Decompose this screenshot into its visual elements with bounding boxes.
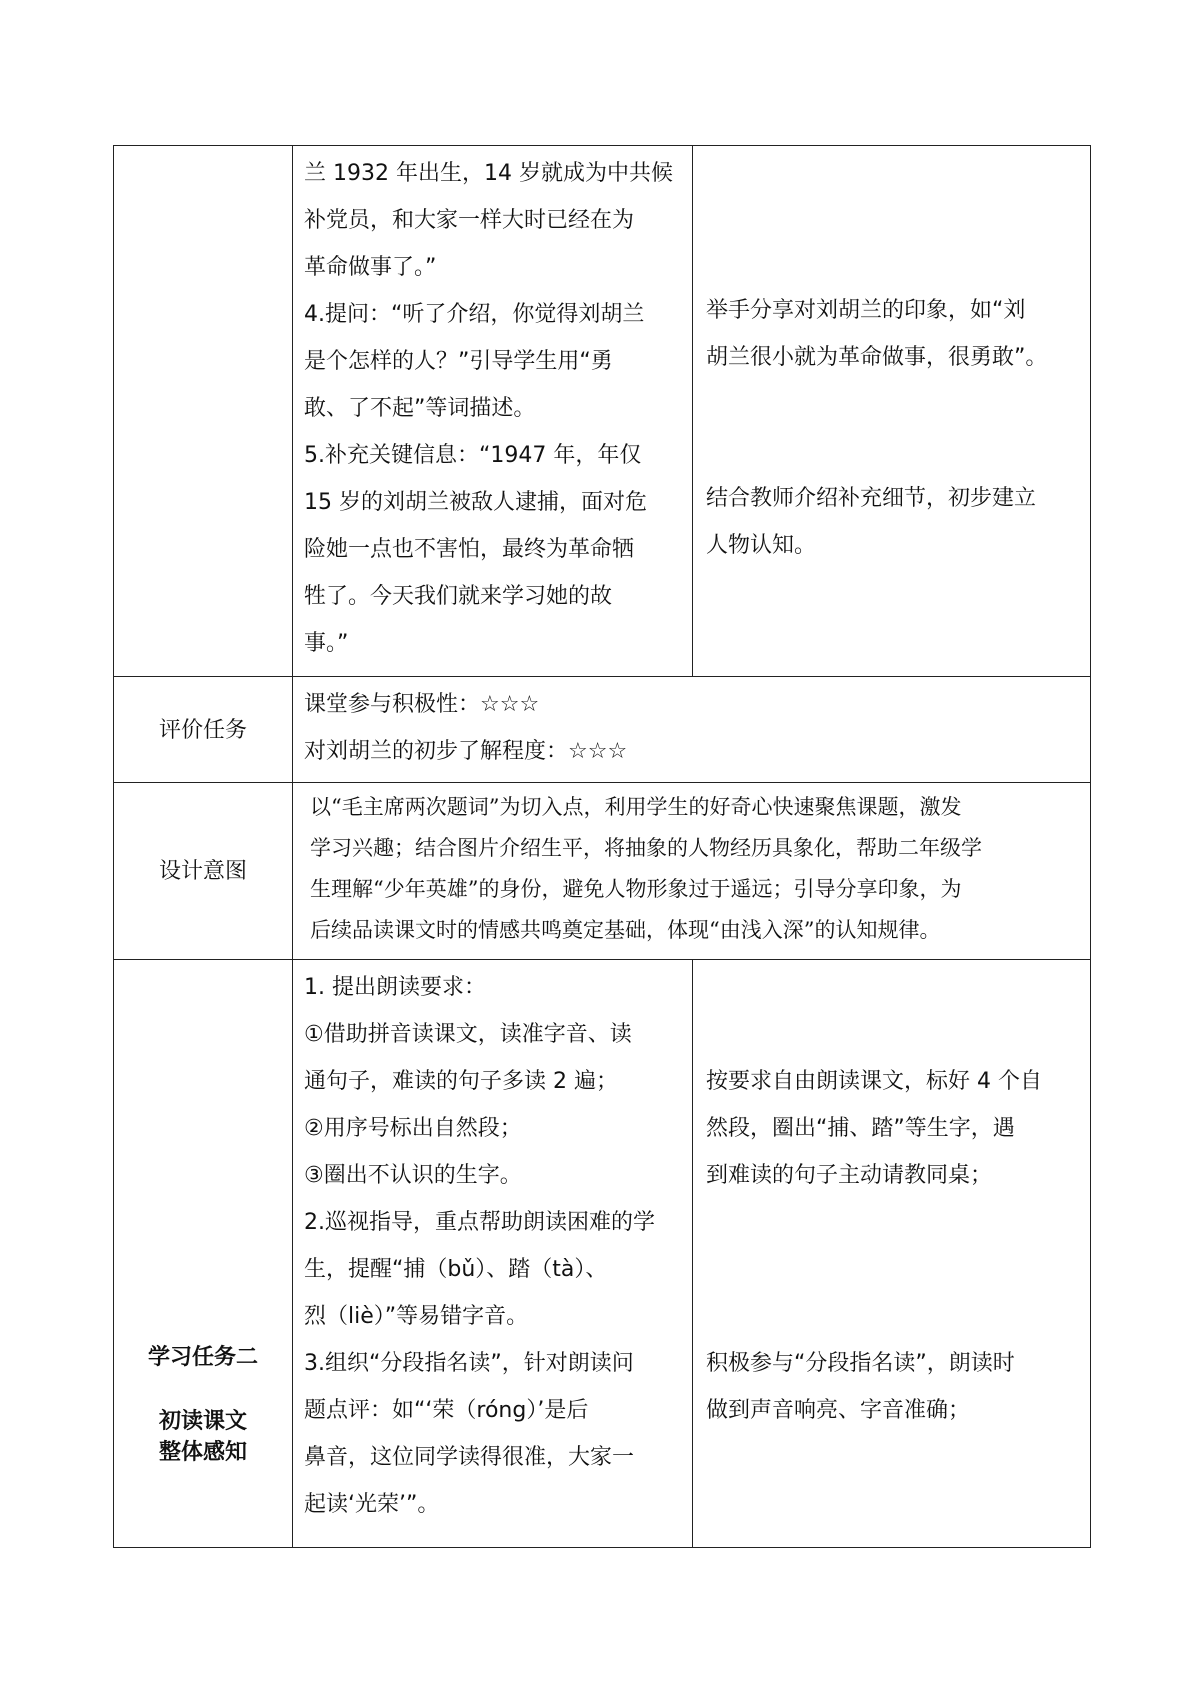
teacher-line: 烈（liè）”等易错字音。 [304,1304,529,1329]
teacher-line: 牲了。今天我们就来学习她的故 [304,584,613,609]
student-activity-block [706,1340,1015,1434]
teacher-line: 生，提醒“捕（bǔ）、踏（tà）、 [304,1257,608,1282]
student-line: 结合教师介绍补充细节，初步建立 [706,486,1037,511]
task-label-cell [114,146,292,676]
evaluation-line: 对刘胡兰的初步了解程度：☆☆☆ [304,739,628,764]
teacher-line: 革命做事了。” [304,255,437,280]
teacher-line: 补党员，和大家一样大时已经在为 [304,208,635,233]
student-line: 按要求自由朗读课文，标好 4 个自 [706,1069,1042,1094]
teacher-line: 险她一点也不害怕，最终为革命牺 [304,537,635,562]
teacher-line: ②用序号标出自然段； [304,1116,522,1141]
teacher-line: 2.巡视指导，重点帮助朗读困难的学 [304,1210,655,1235]
evaluation-content-cell [292,677,1092,782]
teacher-line: ③圈出不认识的生字。 [304,1163,522,1188]
teacher-line: 题点评：如“‘荣（róng）’是后 [304,1398,589,1423]
teacher-line: 敢、了不起”等词描述。 [304,396,536,421]
student-line: 然段，圈出“捕、踏”等生字，遇 [706,1116,1015,1141]
student-line: 到难读的句子主动请教同桌； [706,1163,993,1188]
design-line: 后续品读课文时的情感共鸣奠定基础，体现“由浅入深”的认知规律。 [310,918,941,942]
evaluation-line: 课堂参与积极性：☆☆☆ [304,692,540,717]
teacher-line: 5.补充关键信息：“1947 年，年仅 [304,443,642,468]
teacher-activity-cell [292,960,692,1547]
student-line: 举手分享对刘胡兰的印象，如“刘 [706,298,1026,323]
teacher-line: 是个怎样的人？”引导学生用“勇 [304,349,613,374]
task2-title: 学习任务二 [147,1345,258,1370]
table-row-design [113,782,1091,960]
evaluation-label: 评价任务 [158,718,247,743]
student-line: 积极参与“分段指名读”，朗读时 [706,1351,1015,1376]
student-line: 人物认知。 [706,533,817,558]
student-line: 做到声音响亮、字音准确； [706,1398,971,1423]
design-line: 学习兴趣；结合图片介绍生平，将抽象的人物经历具象化，帮助二年级学 [310,836,982,860]
teacher-line: 15 岁的刘胡兰被敌人逮捕，面对危 [304,490,647,515]
teacher-line: 事。” [304,631,349,656]
teacher-line: 1. 提出朗读要求： [304,975,486,1000]
teacher-line: 起读‘光荣’”。 [304,1492,440,1517]
teacher-activity-cell [292,146,692,676]
student-activity-block [706,287,1047,381]
teacher-line: 4.提问：“听了介绍，你觉得刘胡兰 [304,302,645,327]
design-label: 设计意图 [158,859,247,884]
student-line: 胡兰很小就为革命做事，很勇敢”。 [706,345,1048,370]
teacher-line: 鼻音，这位同学读得很准，大家一 [304,1445,635,1470]
student-activity-cell [692,146,1092,676]
table-row-intro [113,145,1091,677]
design-line: 生理解“少年英雄”的身份，避免人物形象过于遥远；引导分享印象，为 [310,877,962,901]
table-row-evaluation [113,676,1091,783]
design-content-cell [292,783,1092,959]
teacher-line: 通句子，难读的句子多读 2 遍； [304,1069,618,1094]
design-line: 以“毛主席两次题词”为切入点，利用学生的好奇心快速聚焦课题，激发 [310,795,962,819]
student-activity-block [706,1058,1042,1199]
teacher-line: 3.组织“分段指名读”，针对朗读问 [304,1351,634,1376]
table-row-task2 [113,959,1091,1548]
teacher-line: ①借助拼音读课文，读准字音、读 [304,1022,632,1047]
task2-subtitle: 初读课文 [158,1409,247,1434]
task2-subtitle: 整体感知 [158,1440,247,1465]
student-activity-block [706,475,1036,569]
teacher-line: 兰 1932 年出生，14 岁就成为中共候 [304,161,673,186]
student-activity-cell [692,960,1092,1547]
